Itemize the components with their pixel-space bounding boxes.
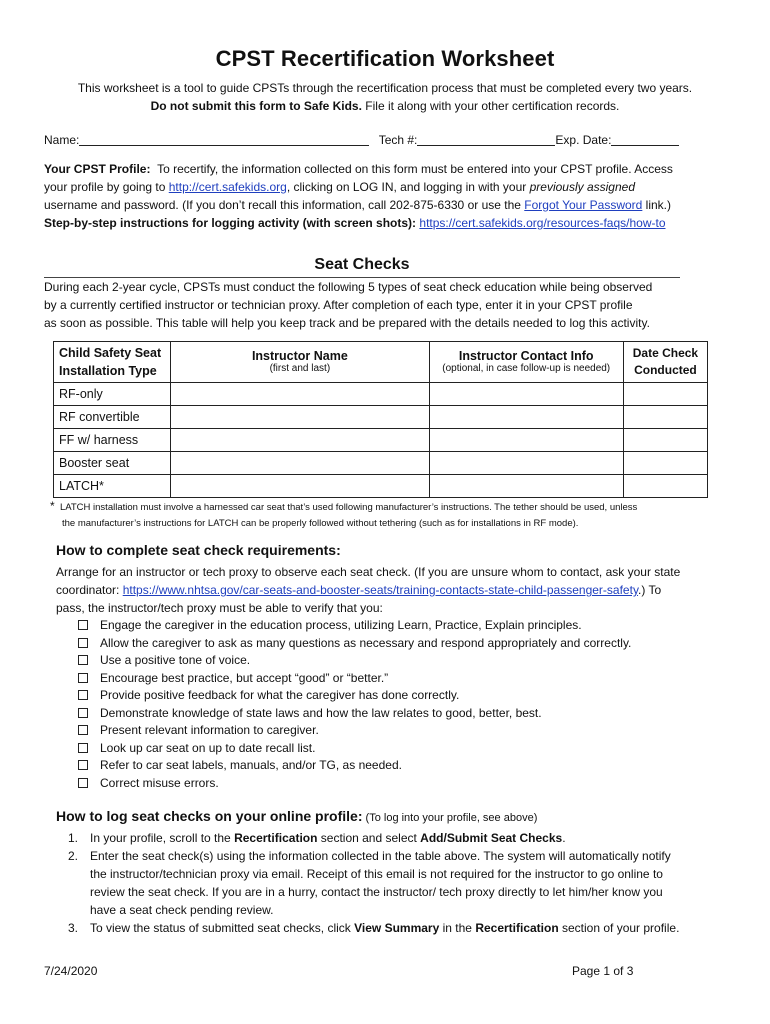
date-cell[interactable] — [623, 406, 707, 429]
footer-date: 7/24/2020 — [44, 964, 98, 978]
checklist-text: Correct misuse errors. — [100, 775, 219, 790]
list-item — [78, 670, 631, 688]
instructor-name-cell[interactable] — [171, 406, 429, 429]
intro-warning: Do not submit this form to Safe Kids. — [150, 99, 362, 113]
footnote-line-1: LATCH installation must involve a harnessed car seat that’s used following manufacturer’s instructions. The tether should be used, unless — [59, 502, 638, 513]
checkbox[interactable] — [78, 778, 88, 788]
profile-label: Your CPST Profile: — [44, 162, 151, 176]
footnote-line-2: the manufacturer’s instructions for LATCH can be properly followed without tethering (such as for installations in RF mode). — [62, 518, 579, 529]
col-instructor-name-label: Instructor Name — [251, 349, 348, 363]
step1-text-c: section and select — [317, 831, 421, 845]
seat-checks-description — [44, 278, 734, 332]
list-item — [78, 617, 631, 635]
tech-number-field[interactable] — [417, 133, 555, 146]
log-steps — [68, 829, 718, 937]
complete-para-2a: coordinator: — [56, 583, 123, 597]
checkbox[interactable] — [78, 673, 88, 683]
intro-file-note: File it along with your other certification records. — [365, 99, 620, 113]
col-instructor-name — [171, 342, 429, 383]
checklist-text: Refer to car seat labels, manuals, and/or TG, as needed. — [100, 758, 402, 772]
table-header-row — [54, 342, 708, 383]
list-item — [78, 687, 631, 705]
verification-checklist — [78, 617, 631, 792]
nhtsa-contacts-link[interactable]: https://www.nhtsa.gov/car-seats-and-booster-seats/training-contacts-state-child-passenger-safety — [122, 583, 639, 597]
table-row — [54, 452, 708, 475]
checklist-text: Provide positive feedback for what the caregiver has done correctly. — [100, 688, 460, 702]
seat-check-table — [53, 341, 708, 498]
col-instructor-contact — [429, 342, 623, 383]
col-instructor-name-sub: (first and last) — [269, 363, 331, 374]
checkbox[interactable] — [78, 725, 88, 735]
info-fields-row — [44, 131, 679, 149]
exp-date-field[interactable] — [611, 133, 679, 146]
checklist-text: Present relevant information to caregiver. — [100, 723, 319, 737]
col-instructor-contact-label: Instructor Contact Info — [458, 349, 594, 363]
step1-text-e: . — [562, 831, 566, 845]
checklist-text: Demonstrate knowledge of state laws and how the law relates to good, better, best. — [100, 705, 542, 720]
step-number: 1. — [68, 831, 79, 845]
footnote-star: * — [50, 499, 55, 513]
profile-text-2c: previously assigned — [529, 180, 636, 194]
step1-text-b: Recertification — [234, 831, 318, 845]
col-instructor-contact-sub: (optional, in case follow-up is needed) — [442, 363, 611, 374]
step3-text-c: in the — [439, 921, 476, 935]
seat-desc-2: by a currently certified instructor or technician proxy. After completion of each type, enter it in your CPST profile — [44, 298, 633, 312]
table-row — [54, 429, 708, 452]
step-number: 2. — [68, 849, 79, 863]
complete-instructions — [56, 563, 746, 617]
name-label: Name: — [44, 133, 80, 147]
steps-label: Step-by-step instructions for logging activity (with screen shots): — [44, 216, 417, 230]
how-to-link[interactable]: https://cert.safekids.org/resources-faqs/how-to — [419, 216, 666, 230]
col-date-check: Date Check Conducted — [623, 342, 707, 383]
step2-line-1: Enter the seat check(s) using the information collected in the table above. The system will automatically notify — [90, 849, 671, 863]
row-type-label: FF w/ harness — [54, 429, 171, 452]
checklist-text: Use a positive tone of voice. — [100, 653, 251, 667]
step2-line-3: review the seat check. If you are in a hurry, contact the instructor/ tech proxy directly to let him/her know you — [90, 885, 663, 899]
date-cell[interactable] — [623, 475, 707, 498]
seat-checks-heading: Seat Checks — [44, 255, 680, 278]
list-item — [78, 635, 631, 653]
list-item — [78, 775, 631, 793]
step3-text-a: To view the status of submitted seat checks, click — [90, 921, 355, 935]
name-field[interactable] — [79, 133, 369, 146]
col-installation-type: Child Safety Seat Installation Type — [54, 342, 171, 383]
checklist-text: Encourage best practice, but accept “good” or “better.” — [100, 670, 389, 685]
contact-info-cell[interactable] — [429, 475, 623, 498]
list-item — [78, 757, 631, 775]
list-item — [68, 919, 718, 937]
latch-footnote — [50, 498, 740, 532]
table-row — [54, 406, 708, 429]
complete-para-1: Arrange for an instructor or tech proxy to observe each seat check. (If you are unsure whom to contact, ask your state — [56, 565, 681, 579]
log-heading-note: (To log into your profile, see above) — [362, 812, 538, 824]
profile-text-2a: your profile by going to — [44, 180, 169, 194]
log-heading: How to log seat checks on your online profile: — [56, 808, 363, 824]
checkbox[interactable] — [78, 620, 88, 630]
exp-date-label: Exp. Date: — [555, 133, 612, 147]
complete-para-3: pass, the instructor/tech proxy must be able to verify that you: — [56, 601, 383, 615]
step2-line-2: the instructor/technician proxy via email. Receipt of this email is not required for the instructor to go online to — [90, 867, 663, 881]
contact-info-cell[interactable] — [429, 429, 623, 452]
profile-text-3b: link.) — [642, 198, 672, 212]
table-row — [54, 383, 708, 406]
list-item — [78, 740, 631, 758]
list-item — [78, 705, 631, 723]
table-row — [54, 475, 708, 498]
profile-text-2b: , clicking on LOG IN, and logging in with your — [286, 180, 530, 194]
step1-text-d: Add/Submit Seat Checks — [420, 831, 563, 845]
contact-info-cell[interactable] — [429, 383, 623, 406]
checkbox[interactable] — [78, 638, 88, 648]
complete-para-2b: .) To — [638, 583, 662, 597]
checkbox[interactable] — [78, 760, 88, 770]
instructor-name-cell[interactable] — [171, 475, 429, 498]
checklist-text: Look up car seat on up to date recall list. — [100, 740, 316, 755]
checklist-text: Allow the caregiver to ask as many questions as necessary and respond appropriately and correctly. — [100, 635, 632, 650]
step3-text-e: section of your profile. — [558, 921, 680, 935]
date-cell[interactable] — [623, 452, 707, 475]
date-cell[interactable] — [623, 429, 707, 452]
list-item — [68, 829, 718, 847]
footer-page-number: Page 1 of 3 — [572, 964, 634, 978]
tech-label: Tech #: — [378, 133, 418, 147]
instructor-name-cell[interactable] — [171, 383, 429, 406]
list-item — [68, 847, 718, 919]
checkbox[interactable] — [78, 655, 88, 665]
row-type-label: LATCH* — [54, 475, 171, 498]
row-type-label: Booster seat — [54, 452, 171, 475]
contact-info-cell[interactable] — [429, 452, 623, 475]
list-item — [78, 652, 631, 670]
page-title: CPST Recertification Worksheet — [215, 46, 555, 71]
intro-line-2 — [0, 97, 770, 115]
seat-desc-3: as soon as possible. This table will help you keep track and be prepared with the details needed to log this activity. — [44, 316, 650, 330]
forgot-password-link[interactable]: Forgot Your Password — [524, 198, 643, 212]
checkbox[interactable] — [78, 743, 88, 753]
checkbox[interactable] — [78, 708, 88, 718]
profile-text-1: To recertify, the information collected on this form must be entered into your CPST profile. Access — [157, 162, 673, 176]
checklist-text: Engage the caregiver in the education process, utilizing Learn, Practice, Explain principles. — [100, 618, 582, 632]
profile-section — [44, 160, 734, 232]
instructor-name-cell[interactable] — [171, 429, 429, 452]
checkbox[interactable] — [78, 690, 88, 700]
contact-info-cell[interactable] — [429, 406, 623, 429]
cert-site-link[interactable]: http://cert.safekids.org — [168, 180, 287, 194]
instructor-name-cell[interactable] — [171, 452, 429, 475]
profile-text-3a: username and password. (If you don’t recall this information, call 202-875-6330 or use the — [44, 198, 525, 212]
step3-text-b: View Summary — [354, 921, 440, 935]
list-item — [78, 722, 631, 740]
step1-text-a: In your profile, scroll to the — [90, 831, 235, 845]
log-heading-row — [56, 808, 537, 826]
seat-desc-1: During each 2-year cycle, CPSTs must conduct the following 5 types of seat check education while being observed — [44, 280, 653, 294]
row-type-label: RF convertible — [54, 406, 171, 429]
intro-line-1: This worksheet is a tool to guide CPSTs through the recertification process that must be completed every two years. — [77, 81, 693, 95]
date-cell[interactable] — [623, 383, 707, 406]
step3-text-d: Recertification — [475, 921, 559, 935]
step-number: 3. — [68, 921, 79, 935]
step2-line-4: have a seat check pending review. — [90, 903, 274, 917]
row-type-label: RF-only — [54, 383, 171, 406]
complete-heading: How to complete seat check requirements: — [56, 542, 341, 558]
